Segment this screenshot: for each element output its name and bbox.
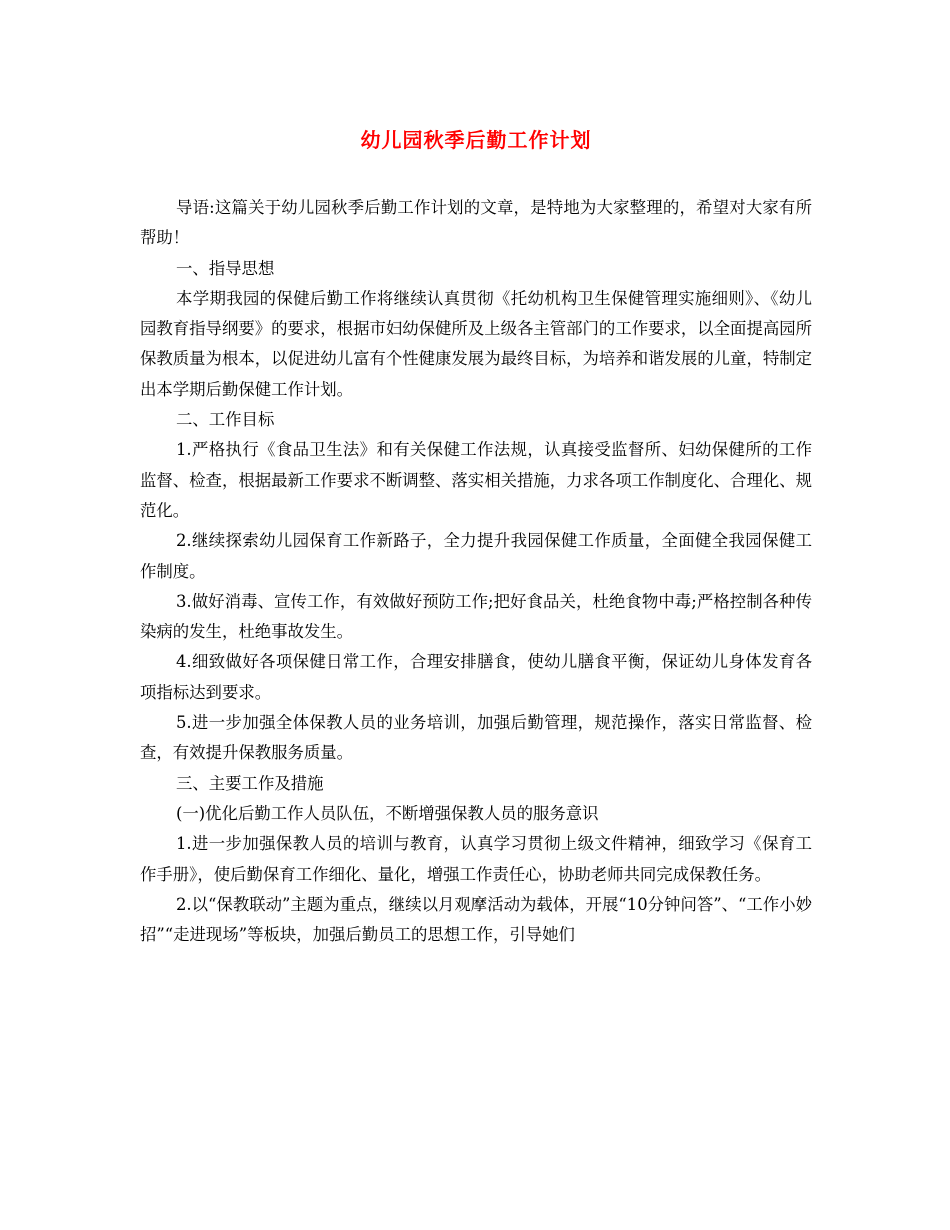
- section-heading-guiding-thought: 一、指导思想: [176, 258, 275, 278]
- section-heading-main-work: 三、主要工作及措施: [176, 773, 324, 793]
- measure-item-2: 2.以“保教联动”主题为重点，继续以月观摩活动为载体，开展“10分钟问答”、“工作小妙招”“走进现场”等板块，加强后勤员工的思想工作，引导她们: [140, 894, 812, 945]
- subsection-heading-1: (一)优化后勤工作人员队伍，不断增强保教人员的服务意识: [176, 803, 599, 823]
- goal-item-1: 1.严格执行《食品卫生法》和有关保健工作法规，认真接受监督所、妇幼保健所的工作监督、检查，根据最新工作要求不断调整、落实相关措施，力求各项工作制度化、合理化、规范化。: [140, 440, 813, 520]
- measure-item-1: 1.进一步加强保教人员的培训与教育，认真学习贯彻上级文件精神，细致学习《保育工作手册》，使后勤保育工作细化、量化，增强工作责任心，协助老师共同完成保教任务。: [140, 834, 812, 884]
- goal-item-4: 4.细致做好各项保健日常工作，合理安排膳食，使幼儿膳食平衡，保证幼儿身体发育各项指标达到要求。: [140, 652, 812, 702]
- guiding-thought-paragraph: 本学期我园的保健后勤工作将继续认真贯彻《托幼机构卫生保健管理实施细则》、《幼儿园教育指导纲要》的要求，根据市妇幼保健所及上级各主管部门的工作要求，以全面提高园所保教质量为根本，以促进幼儿富有个性健康发展为最终目标，为培养和谐发展的儿童，特制定出本学期后勤保健工作计划。: [140, 288, 813, 399]
- document-title: 幼儿园秋季后勤工作计划: [360, 128, 592, 152]
- goal-item-2: 2.继续探索幼儿园保育工作新路子，全力提升我园保健工作质量，全面健全我园保健工作制度。: [140, 531, 812, 581]
- document-body: [140, 193, 812, 950]
- section-heading-work-goals: 二、工作目标: [176, 410, 275, 430]
- goal-item-3: 3.做好消毒、宣传工作，有效做好预防工作;把好食品关，杜绝食物中毒;严格控制各种传染病的发生，杜绝事故发生。: [140, 591, 812, 642]
- goal-item-5: 5.进一步加强全体保教人员的业务培训，加强后勤管理，规范操作，落实日常监督、检查，有效提升保教服务质量。: [140, 713, 812, 763]
- intro-paragraph: 导语:这篇关于幼儿园秋季后勤工作计划的文章，是特地为大家整理的，希望对大家有所帮助！: [140, 198, 812, 248]
